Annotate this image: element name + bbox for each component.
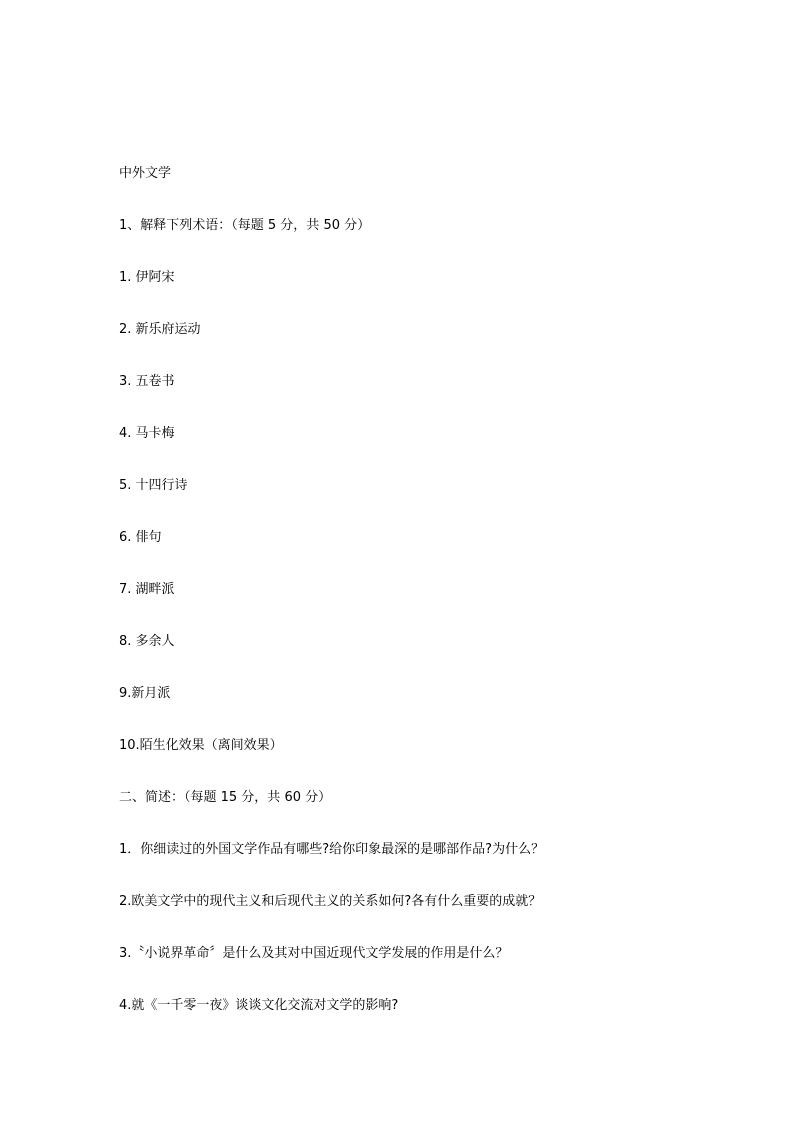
document-title: 中外文学 [119,166,172,181]
term-item: 6. 俳句 [119,530,162,545]
question-item: 2.欧美文学中的现代主义和后现代主义的关系如何?各有什么重要的成就？ [119,894,542,909]
question-item: 1．你细读过的外国文学作品有哪些?给你印象最深的是哪部作品?为什么？ [119,842,545,857]
term-item: 8. 多余人 [119,634,175,649]
section1-heading: 1、解释下列术语：（每题 5 分，共 50 分） [119,218,371,233]
term-item: 7. 湖畔派 [119,582,175,597]
term-item: 2. 新乐府运动 [119,322,201,337]
question-item: 4.就《一千零一夜》谈谈文化交流对文学的影响? [119,998,399,1013]
term-item: 9.新月派 [119,686,171,701]
term-item: 5. 十四行诗 [119,478,188,493]
term-item: 10.陌生化效果（离间效果） [119,738,283,753]
term-item: 1. 伊阿宋 [119,270,175,285]
section2-heading: 二、简述：（每题 15 分，共 60 分） [119,790,332,805]
question-item: 3.〝小说界革命〞是什么及其对中国近现代文学发展的作用是什么？ [119,946,509,961]
term-item: 3. 五卷书 [119,374,175,389]
term-item: 4. 马卡梅 [119,426,175,441]
